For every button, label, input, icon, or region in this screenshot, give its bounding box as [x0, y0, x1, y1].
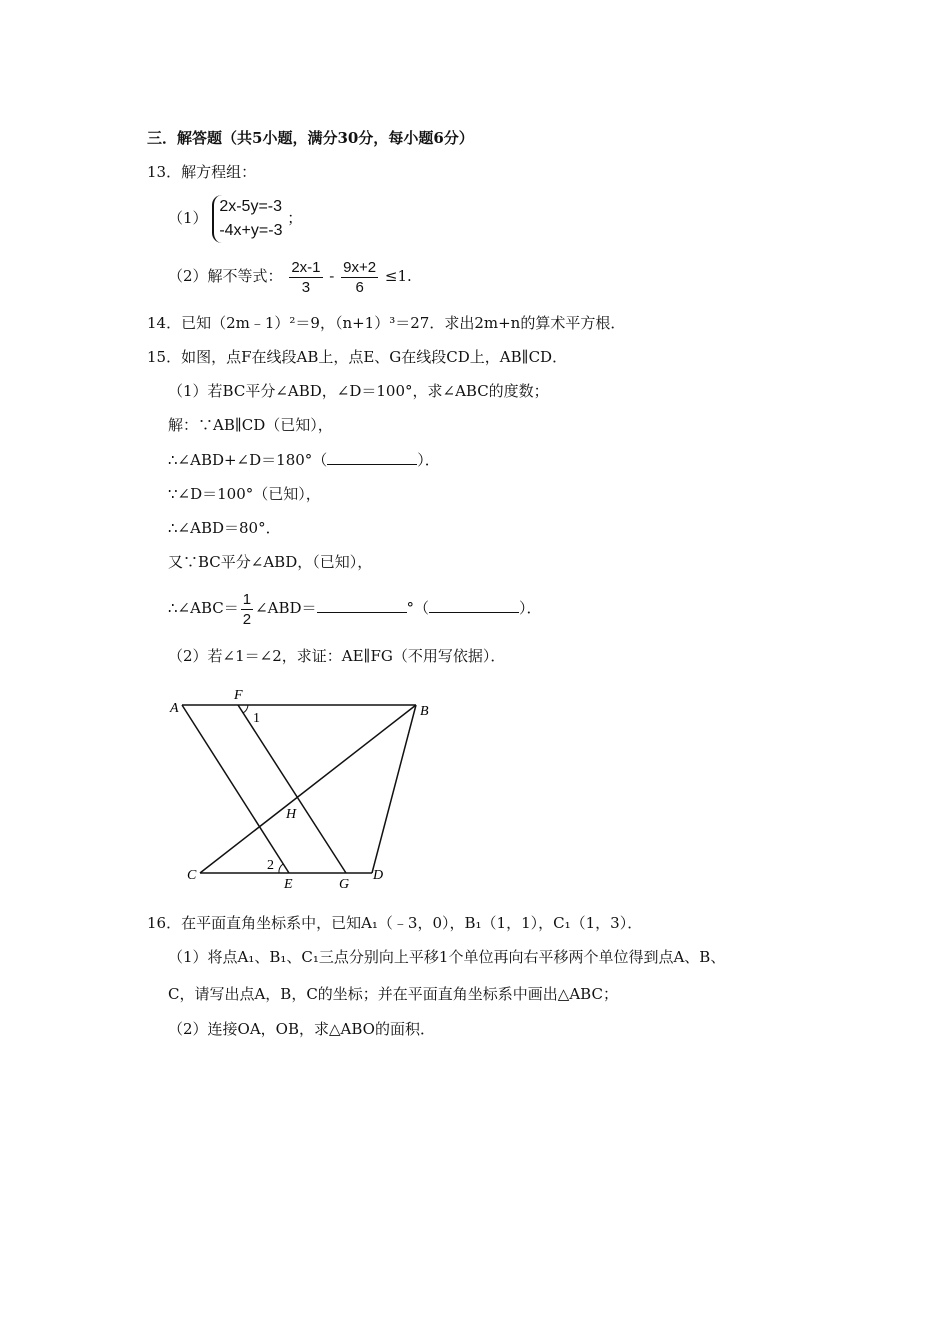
fraction-2 [341, 258, 378, 297]
answer-blank-3[interactable] [429, 598, 519, 613]
fraction-1-numerator: 2x-1 [291, 258, 321, 276]
label-f: F [234, 688, 243, 703]
equation-1: 2x-5y=-3 [219, 198, 283, 215]
q15-step-6-a: ∴∠ABC＝ [168, 599, 239, 617]
q13-label: 13．解方程组： [147, 163, 257, 181]
q15-step-6-c: °（ [406, 599, 430, 617]
q15-step-2-end: ）． [417, 451, 440, 469]
fraction-1-denominator: 3 [301, 278, 311, 296]
label-angle-1: 1 [253, 711, 260, 726]
q15-step-4: ∴∠ABD＝80°． [168, 519, 281, 537]
q15-step-6-b: ∠ABD＝ [255, 599, 317, 617]
q16-part1-line1: （1）将点A₁、B₁、C₁三点分别向上平移1个单位再向右平移两个单位得到点A、B、 [168, 948, 726, 966]
label-d: D [373, 868, 384, 883]
half-denominator: 2 [242, 610, 252, 628]
segment-bc [200, 705, 416, 873]
q16-part2: （2）连接OA，OB，求△ABO的面积． [168, 1020, 435, 1038]
q13-p2-prefix: （2）解不等式： [168, 267, 283, 285]
fraction-1 [289, 258, 322, 297]
section-title: 三．解答题（共5小题，满分30分，每小题6分） [147, 129, 474, 147]
angle-2-arc [279, 864, 283, 873]
label-c: C [187, 868, 197, 883]
geometry-figure [160, 685, 445, 895]
answer-blank-1[interactable] [327, 450, 417, 465]
q15-step-5: 又∵BC平分∠ABD，（已知）， [168, 553, 373, 571]
label-b: B [420, 704, 429, 719]
answer-blank-2[interactable] [317, 598, 407, 613]
equation-system [212, 195, 282, 243]
segment-fg [238, 705, 346, 873]
segment-ae [182, 705, 289, 873]
q15-part1: （1）若BC平分∠ABD，∠D＝100°，求∠ABC的度数； [168, 382, 549, 400]
angle-1-arc [243, 705, 248, 713]
label-h: H [286, 807, 297, 822]
q15-part2: （2）若∠1＝∠2，求证：AE∥FG（不用写依据）． [168, 647, 506, 665]
q15-step-1: 解：∵AB∥CD（已知）， [168, 416, 333, 434]
inequality-tail: ≤1. [384, 267, 412, 285]
label-g: G [339, 877, 350, 892]
label-angle-2: 2 [267, 858, 274, 873]
label-a: A [170, 701, 179, 716]
q16-part1-line2: C，请写出点A，B，C的坐标；并在平面直角坐标系中画出△ABC； [168, 985, 618, 1003]
half-numerator: 1 [242, 590, 252, 608]
q15-step-3: ∵∠D＝100°（已知）， [168, 485, 321, 503]
segment-bd [372, 705, 416, 873]
fraction-2-denominator: 6 [355, 278, 364, 296]
q13-p1-prefix: （1） [168, 209, 208, 227]
minus-sign: - [329, 267, 335, 285]
half-fraction [241, 590, 253, 629]
q15-step-2-text: ∴∠ABD+∠D＝180°（ [168, 451, 328, 469]
label-e: E [284, 877, 293, 892]
q15-step-6-d: ）． [519, 599, 542, 617]
equation-2: -4x+y=-3 [219, 222, 283, 239]
q13-p1-suffix: ； [287, 209, 303, 227]
q13-part2 [168, 256, 412, 297]
q13-part1 [168, 194, 302, 243]
q15-step-6 [168, 588, 542, 629]
q15-label: 15．如图，点F在线段AB上，点E、G在线段CD上，AB∥CD． [147, 348, 568, 366]
q14-text: 14．已知（2m﹣1）²＝9，（n+1）³＝27．求出2m+n的算术平方根． [147, 314, 626, 332]
q15-step-2 [168, 450, 440, 470]
fraction-2-numerator: 9x+2 [343, 258, 377, 276]
q16-label: 16．在平面直角坐标系中，已知A₁（﹣3，0），B₁（1，1），C₁（1，3）． [147, 914, 643, 932]
